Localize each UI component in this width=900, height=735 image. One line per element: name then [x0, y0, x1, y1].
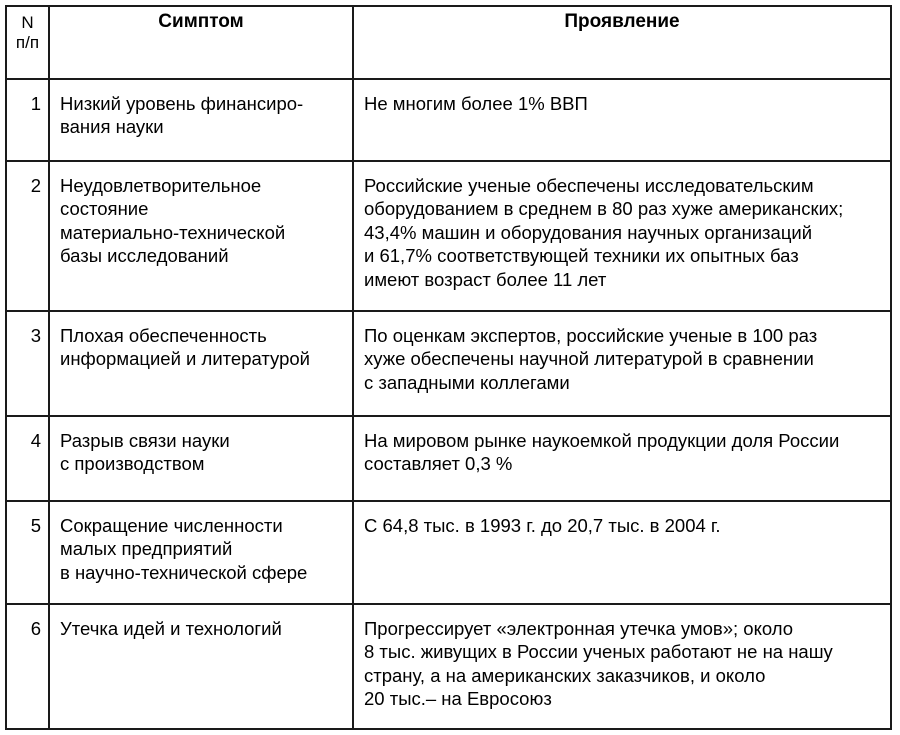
row-symptom [49, 501, 353, 604]
symptom-line: материально-технической [60, 221, 286, 243]
symptom-line: состояние [60, 198, 149, 220]
manifestation-line: Прогрессирует «электронная утечка умов»; около [364, 618, 794, 639]
row-number: 4 [6, 416, 49, 501]
table-row [6, 416, 891, 501]
manifestation-line: составляет 0,3 % [364, 453, 513, 475]
symptom-line: базы исследований [60, 245, 229, 267]
table-body [6, 79, 891, 729]
row-manifestation [353, 501, 891, 604]
manifestation-line: имеют возраст более 11 лет [364, 268, 607, 290]
symptom-line: информацией и литературой [60, 348, 311, 370]
row-manifestation [353, 161, 891, 311]
symptom-line: с производством [60, 453, 205, 475]
row-number: 1 [6, 79, 49, 161]
table-row [6, 311, 891, 416]
row-symptom [49, 416, 353, 501]
row-symptom [49, 161, 353, 311]
manifestation-line: По оценкам экспертов, российские ученые в 100 раз [364, 325, 818, 346]
symptom-line: малых предприятий [60, 538, 233, 560]
symptom-line: в научно-технической сфере [60, 561, 308, 583]
column-header-symptom: Симптом [49, 6, 353, 79]
row-manifestation [353, 416, 891, 501]
manifestation-line: 43,4% машин и оборудования научных организаций [364, 221, 813, 243]
table-header [6, 6, 891, 79]
table-row [6, 161, 891, 311]
manifestation-line: 8 тыс. живущих в России ученых работают не на нашу [364, 641, 833, 663]
column-header-number-line2: п/п [15, 33, 40, 53]
row-manifestation [353, 79, 891, 161]
row-symptom [49, 311, 353, 416]
row-symptom [49, 604, 353, 729]
manifestation-line: Российские ученые обеспечены исследовательским [364, 175, 814, 196]
manifestation-line: страну, а на американских заказчиков, и около [364, 664, 766, 686]
table-container [5, 5, 890, 728]
manifestation-line: оборудованием в среднем в 80 раз хуже американских; [364, 198, 844, 220]
symptom-line: Низкий уровень финансиро- [60, 93, 304, 114]
table-row [6, 604, 891, 729]
symptom-line: Разрыв связи науки [60, 430, 230, 451]
header-row [6, 6, 891, 79]
symptom-line: Сокращение численности [60, 515, 283, 536]
row-manifestation [353, 604, 891, 729]
column-header-number [6, 6, 49, 79]
row-number: 6 [6, 604, 49, 729]
symptom-line: вания науки [60, 116, 164, 138]
symptom-manifestation-table [5, 5, 892, 730]
symptom-line: Утечка идей и технологий [60, 618, 282, 639]
symptom-line: Плохая обеспеченность [60, 325, 267, 346]
column-header-number-line1: N [21, 13, 34, 32]
row-manifestation [353, 311, 891, 416]
row-number: 5 [6, 501, 49, 604]
manifestation-line: 20 тыс.– на Евросоюз [364, 688, 552, 710]
symptom-line: Неудовлетворительное [60, 175, 262, 196]
row-number: 2 [6, 161, 49, 311]
table-row [6, 501, 891, 604]
row-number: 3 [6, 311, 49, 416]
column-header-manifestation: Проявление [353, 6, 891, 79]
manifestation-line: Не многим более 1% ВВП [364, 93, 588, 114]
manifestation-line: хуже обеспечены научной литературой в сравнении [364, 348, 814, 370]
table-row [6, 79, 891, 161]
manifestation-line: с западными коллегами [364, 371, 570, 393]
row-symptom [49, 79, 353, 161]
manifestation-line: и 61,7% соответствующей техники их опытных баз [364, 245, 799, 267]
manifestation-line: С 64,8 тыс. в 1993 г. до 20,7 тыс. в 2004 г. [364, 515, 721, 536]
manifestation-line: На мировом рынке наукоемкой продукции доля России [364, 430, 840, 451]
